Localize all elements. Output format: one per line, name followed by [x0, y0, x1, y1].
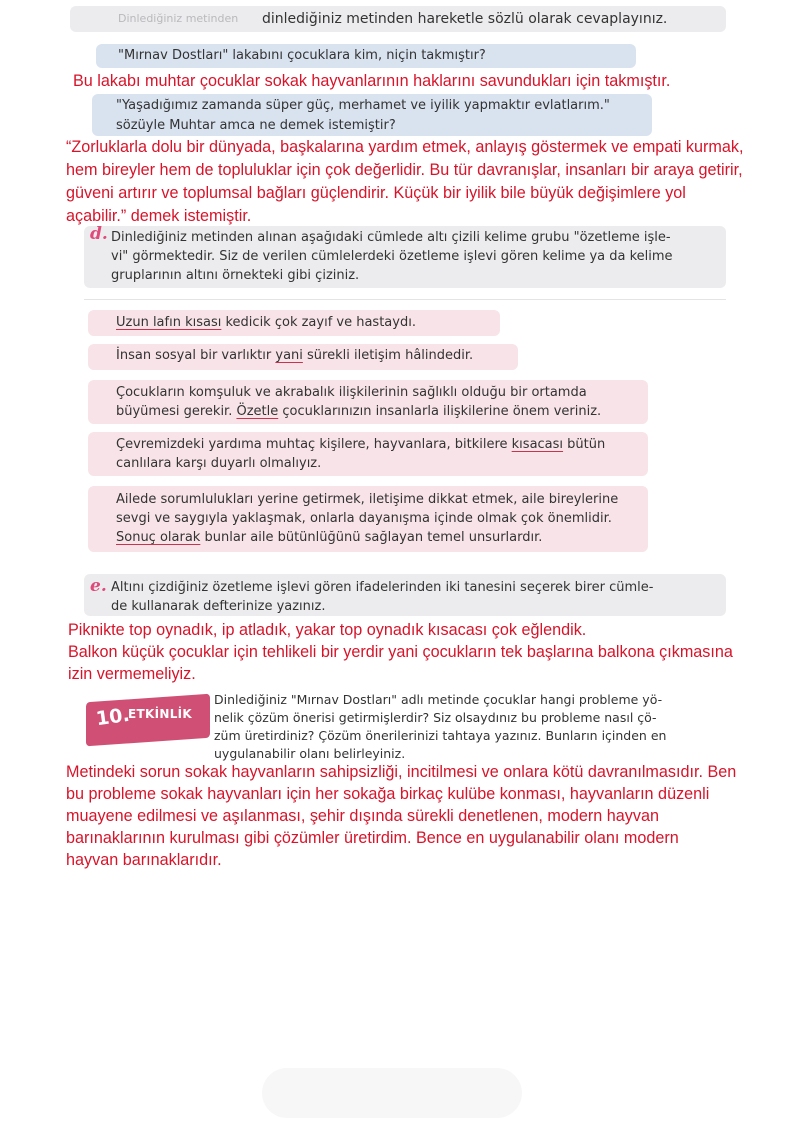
section-letter-e: e. — [90, 576, 107, 596]
instruction-line: Altını çizdiğiniz özetleme işlevi gören ifadelerinden iki tanesini seçerek birer cümle- — [111, 580, 654, 595]
intro-hidden-prefix: Dinlediğiniz metinden — [118, 12, 239, 25]
activity-instruction-line: nelik çözüm önerisi getirmişlerdir? Siz olsaydınız bu probleme nasıl çö- — [214, 710, 657, 725]
intro-instruction: dinlediğiniz metinden hareketle sözlü olarak cevaplayınız. — [262, 11, 668, 27]
activity-instruction-line: Dinlediğiniz "Mırnav Dostları" adlı metinde çocuklar hangi probleme yö- — [214, 692, 663, 707]
underlined-phrase: kısacası — [511, 437, 564, 452]
section-letter-d: d. — [90, 224, 108, 244]
question-line: sözüyle Muhtar amca ne demek istemiştir? — [116, 118, 396, 133]
answer-line: güveni artırır ve toplumsal bağları güçlendirir. Küçük bir iyilik bile büyük değişimlere yol — [66, 184, 686, 202]
instruction-line: de kullanarak defterinize yazınız. — [111, 599, 326, 614]
sentence-text: çocuklarınızın insanlarla ilişkilerine önem veriniz. — [278, 404, 602, 419]
answer-line: hayvan barınaklarıdır. — [66, 851, 222, 869]
page-footer-shadow — [262, 1068, 522, 1118]
answer-line: açabilir.” demek istemiştir. — [66, 207, 252, 225]
answer-text: Bu lakabı muhtar çocuklar sokak hayvanlarının haklarını savundukları için takmıştır. — [73, 72, 671, 90]
sentence-1 — [116, 313, 416, 333]
answer-line: barınaklarının kurulması gibi çözümler üretirdim. Bence en uygulanabilir olanı modern — [66, 829, 679, 847]
activity-instruction-line: züm üretirdiniz? Çözüm önerilerinizi tahtaya yazınız. Bunların içinden en — [214, 728, 667, 743]
sentence-text: bunlar aile bütünlüğünü sağlayan temel unsurlardır. — [200, 530, 543, 545]
activity-label: ETKİNLİK — [128, 707, 192, 721]
answer-line: bu probleme sokak hayvanları için her sokağa birkaç kulübe konması, hayvanların düzenli — [66, 785, 710, 803]
sentence-5-line2: sevgi ve saygıyla yaklaşmak, onlarla dayanışma içinde olmak çok önemlidir. — [116, 511, 612, 526]
sentence-4-line2: canlılara karşı duyarlı olmalıyız. — [116, 456, 322, 471]
answer-line: “Zorluklarla dolu bir dünyada, başkalarına yardım etmek, anlayış göstermek ve empati kurmak, — [66, 138, 744, 156]
underlined-phrase: Özetle — [236, 404, 279, 419]
answer-line: muayene edilmesi ve aşılanması, şehir dışında sürekli denetlenen, modern hayvan — [66, 807, 659, 825]
question-text: "Mırnav Dostları" lakabını çocuklara kim, niçin takmıştır? — [118, 48, 486, 63]
answer-line: Piknikte top oynadık, ip atladık, yakar top oynadık kısacası çok eğlendik. — [68, 621, 587, 639]
instruction-line: gruplarının altını örnekteki gibi çiziniz. — [111, 268, 360, 283]
sentence-text: kedicik çok zayıf ve hastaydı. — [221, 315, 416, 330]
sentence-text: büyümesi gerekir. — [116, 404, 237, 419]
sentence-3-line1: Çocukların komşuluk ve akrabalık ilişkilerinin sağlıklı olduğu bir ortamda — [116, 385, 587, 400]
sentence-2 — [116, 346, 473, 366]
sentence-text: sürekli iletişim hâlindedir. — [302, 348, 474, 363]
sentence-4-line1 — [116, 435, 605, 455]
sentence-text: İnsan sosyal bir varlıktır — [116, 348, 276, 363]
divider — [84, 299, 726, 300]
sentence-text: bütün — [563, 437, 606, 452]
answer-line: Balkon küçük çocuklar için tehlikeli bir yerdir yani çocukların tek başlarına balkona çıkmasına — [68, 643, 733, 661]
instruction-line: vi" görmektedir. Siz de verilen cümlelerdeki özetleme işlevi gören kelime ya da kelime — [111, 249, 673, 264]
answer-line: Metindeki sorun sokak hayvanların sahipsizliği, incitilmesi ve onlara kötü davranılmasıdır. Ben — [66, 763, 737, 781]
activity-instruction-line: uygulanabilir olanı belirleyiniz. — [214, 746, 406, 761]
instruction-line: Dinlediğiniz metinden alınan aşağıdaki cümlede altı çizili kelime grubu "özetleme işle- — [111, 230, 671, 245]
activity-number: 10. — [94, 703, 132, 731]
answer-line: hem bireyler hem de topluluklar için çok değerlidir. Bu tür davranışlar, insanları bir araya getirir, — [66, 161, 743, 179]
underlined-phrase: yani — [275, 348, 303, 363]
question-line: "Yaşadığımız zamanda süper güç, merhamet ve iyilik yapmaktır evlatlarım." — [116, 98, 610, 113]
sentence-5-line1: Ailede sorumlulukları yerine getirmek, iletişime dikkat etmek, aile bireylerine — [116, 492, 619, 507]
sentence-3-line2 — [116, 402, 601, 422]
sentence-text: Çevremizdeki yardıma muhtaç kişilere, hayvanlara, bitkilere — [116, 437, 512, 452]
answer-line: izin vermemeliyiz. — [68, 665, 196, 683]
underlined-phrase: Sonuç olarak — [116, 530, 201, 545]
sentence-5-line3 — [116, 528, 542, 548]
underlined-phrase: Uzun lafın kısası — [116, 315, 222, 330]
